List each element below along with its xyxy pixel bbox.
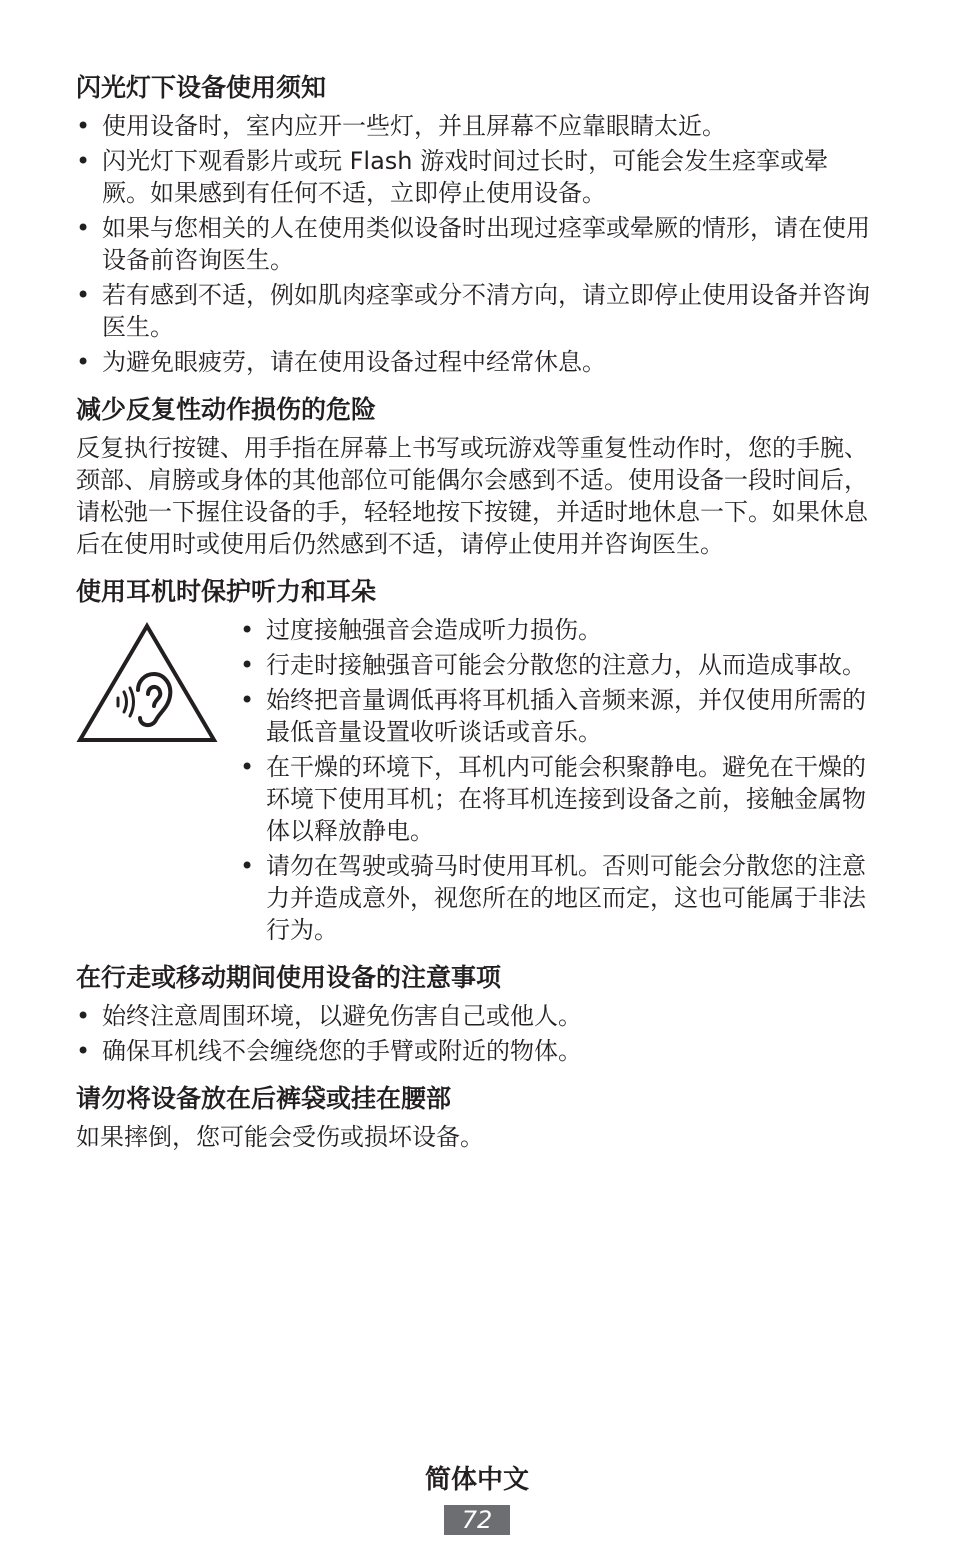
bullet-dot: •	[240, 651, 255, 679]
list-item	[240, 614, 876, 646]
bullet-dot: •	[76, 214, 91, 242]
bullet-dot: •	[76, 348, 91, 376]
list-item-text: 闪光灯下观看影片或玩 Flash 游戏时间过长时，可能会发生痉挛或晕厥。如果感到有任何不适，立即停止使用设备。	[102, 147, 829, 207]
section-paragraph: 如果摔倒，您可能会受伤或损坏设备。	[76, 1123, 484, 1151]
list-item	[76, 1000, 876, 1032]
bullet-dot: •	[76, 112, 91, 140]
list-item-text: 行走时接触强音可能会分散您的注意力，从而造成事故。	[266, 651, 866, 679]
bullet-dot: •	[240, 753, 255, 781]
section-heading: 闪光灯下设备使用须知	[76, 73, 327, 102]
section-flash-usage	[76, 70, 876, 378]
section-headphone-hearing	[76, 574, 876, 946]
list-item	[76, 1035, 876, 1067]
list-item	[76, 145, 876, 209]
list-item	[76, 346, 876, 378]
list-item	[240, 684, 876, 748]
list-item-text: 请勿在驾驶或骑马时使用耳机。否则可能会分散您的注意力并造成意外，视您所在的地区而定，这也可能属于非法行为。	[266, 852, 866, 944]
list-item	[240, 751, 876, 847]
hearing-block	[76, 614, 876, 946]
section-repetitive-motion	[76, 392, 876, 560]
section-heading: 减少反复性动作损伤的危险	[76, 395, 377, 424]
bullet-dot: •	[240, 616, 255, 644]
bullet-dot: •	[240, 852, 255, 880]
list-item-text: 若有感到不适，例如肌肉痉挛或分不清方向，请立即停止使用设备并咨询医生。	[102, 281, 870, 341]
bullet-dot: •	[76, 1002, 91, 1030]
list-item-text: 确保耳机线不会缠绕您的手臂或附近的物体。	[102, 1037, 582, 1065]
list-item-text: 在干燥的环境下，耳机内可能会积聚静电。避免在干燥的环境下使用耳机；在将耳机连接到设备之前，接触金属物体以释放静电。	[266, 753, 866, 845]
bullet-dot: •	[240, 686, 255, 714]
section-walking-usage	[76, 960, 876, 1067]
list-item	[76, 212, 876, 276]
list-item-text: 始终把音量调低再将耳机插入音频来源，并仅使用所需的最低音量设置收听谈话或音乐。	[266, 686, 866, 746]
bullet-list	[76, 110, 876, 378]
list-item	[240, 850, 876, 946]
hearing-warning-icon	[76, 622, 218, 744]
footer-language-label: 简体中文	[424, 1465, 529, 1495]
list-item	[76, 110, 876, 142]
section-heading: 在行走或移动期间使用设备的注意事项	[76, 963, 502, 992]
list-item-text: 使用设备时，室内应开一些灯，并且屏幕不应靠眼睛太近。	[102, 112, 726, 140]
section-heading: 使用耳机时保护听力和耳朵	[76, 577, 377, 606]
list-item	[240, 649, 876, 681]
list-item	[76, 279, 876, 343]
bullet-dot: •	[76, 1037, 91, 1065]
list-item-text: 如果与您相关的人在使用类似设备时出现过痉挛或晕厥的情形，请在使用设备前咨询医生。	[102, 214, 870, 274]
page-number: 72	[444, 1505, 510, 1535]
section-paragraph: 反复执行按键、用手指在屏幕上书写或玩游戏等重复性动作时，您的手腕、颈部、肩膀或身体的其他部位可能偶尔会感到不适。使用设备一段时间后，请松弛一下握住设备的手，轻轻地按下按键，并适时地休息一下。如果休息后在使用时或使用后仍然感到不适，请停止使用并咨询医生。	[76, 434, 868, 558]
list-item-text: 过度接触强音会造成听力损伤。	[266, 616, 602, 644]
bullet-dot: •	[76, 281, 91, 309]
list-item-text: 始终注意周围环境，以避免伤害自己或他人。	[102, 1002, 582, 1030]
bullet-list	[76, 1000, 876, 1067]
document-body	[76, 70, 876, 1167]
section-heading: 请勿将设备放在后裤袋或挂在腰部	[76, 1084, 452, 1113]
bullet-list	[240, 614, 876, 946]
section-back-pocket	[76, 1081, 876, 1153]
bullet-dot: •	[76, 147, 91, 175]
list-item-text: 为避免眼疲劳，请在使用设备过程中经常休息。	[102, 348, 606, 376]
